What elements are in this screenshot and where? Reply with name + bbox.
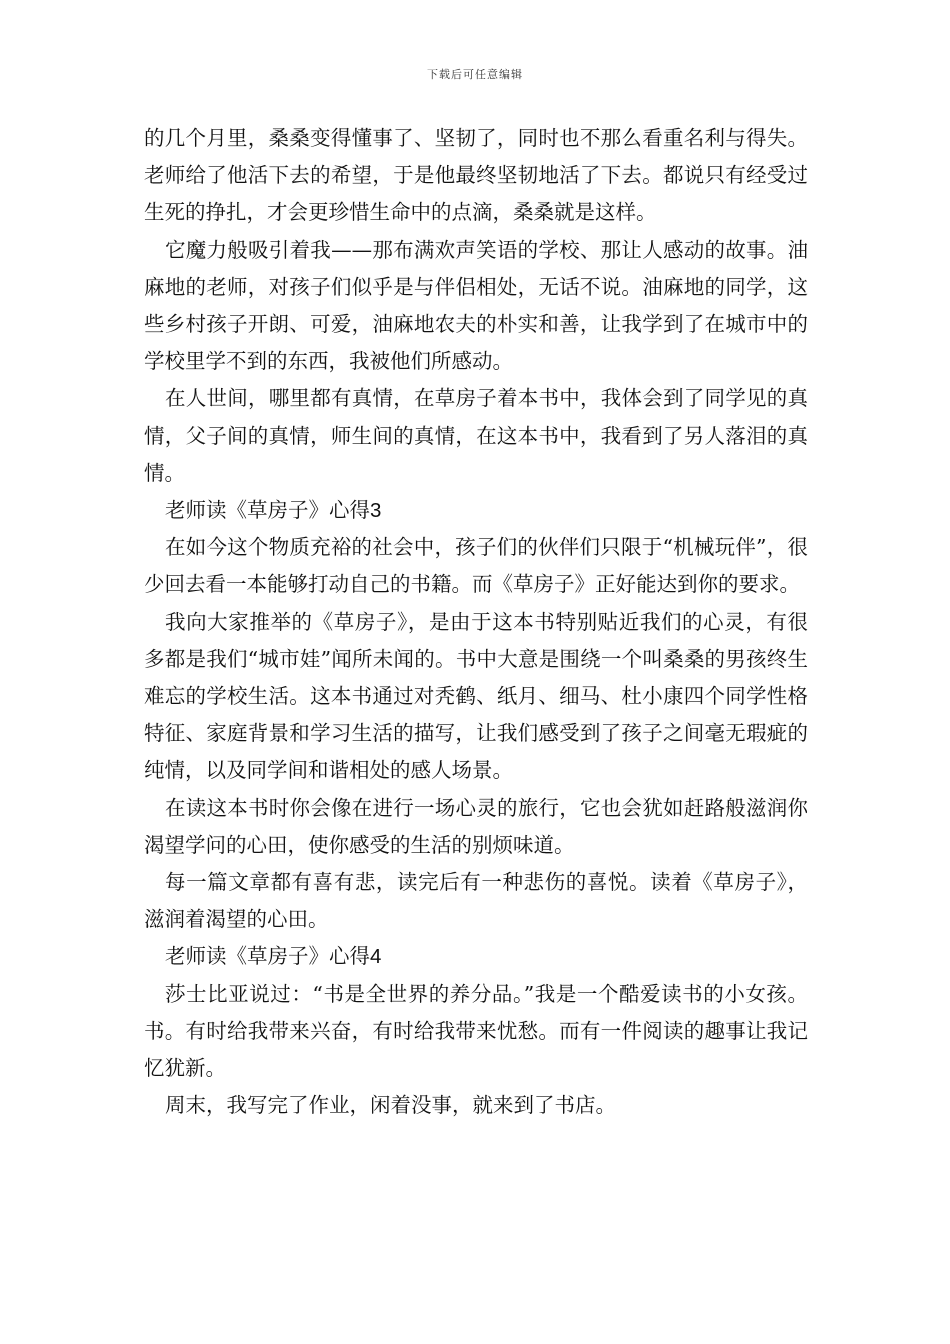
document-body	[144, 120, 808, 1124]
paragraph: 的几个月里，桑桑变得懂事了、坚韧了，同时也不那么看重名利与得失。老师给了他活下去的希望，于是他最终坚韧地活了下去。都说只有经受过生死的挣扎，才会更珍惜生命中的点滴，桑桑就是这样。	[144, 126, 808, 225]
paragraph: 莎士比亚说过：“书是全世界的养分品。”我是一个酷爱读书的小女孩。书。有时给我带来兴奋，有时给我带来忧愁。而有一件阅读的趣事让我记忆犹新。	[144, 981, 808, 1081]
paragraph: 我向大家推举的《草房子》，是由于这本书特别贴近我们的心灵，有很多都是我们“城市娃”闻所未闻的。书中大意是围绕一个叫桑桑的男孩终生难忘的学校生活。这本书通过对秃鹤、纸月、细马、杜小康四个同学性格特征、家庭背景和学习生活的描写，让我们感受到了孩子之间毫无瑕疵的纯情，以及同学间和谐相处的感人场景。	[144, 609, 808, 783]
paragraph: 每一篇文章都有喜有悲，读完后有一种悲伤的喜悦。读着《草房子》，滋润着渴望的心田。	[144, 870, 808, 932]
section-heading-number: 4	[370, 945, 382, 969]
page-header-note: 下载后可任意编辑	[427, 68, 523, 81]
paragraph: 周末，我写完了作业，闲着没事，就来到了书店。	[165, 1093, 616, 1118]
paragraph: 在如今这个物质充裕的社会中，孩子们的伙伴们只限于“机械玩伴”，很少回去看一本能够打动自己的书籍。而《草房子》正好能达到你的要求。	[144, 535, 808, 597]
paragraph: 它魔力般吸引着我——那布满欢声笑语的学校、那让人感动的故事。油麻地的老师，对孩子们似乎是与伴侣相处，无话不说。油麻地的同学，这些乡村孩子开朗、可爱，油麻地农夫的朴实和善，让我学到了在城市中的学校里学不到的东西，我被他们所感动。	[144, 237, 808, 374]
section-heading	[144, 938, 808, 975]
section-heading-number: 3	[370, 499, 382, 523]
paragraph: 在人世间，哪里都有真情，在草房子着本书中，我体会到了同学见的真情，父子间的真情，师生间的真情，在这本书中，我看到了另人落泪的真情。	[144, 386, 808, 485]
section-heading	[144, 492, 808, 529]
section-heading-text: 老师读《草房子》心得	[165, 498, 370, 523]
section-heading-text: 老师读《草房子》心得	[165, 944, 370, 969]
paragraph: 在读这本书时你会像在进行一场心灵的旅行，它也会犹如赶路般滋润你渴望学问的心田，使你感受的生活的别烦味道。	[144, 795, 808, 857]
